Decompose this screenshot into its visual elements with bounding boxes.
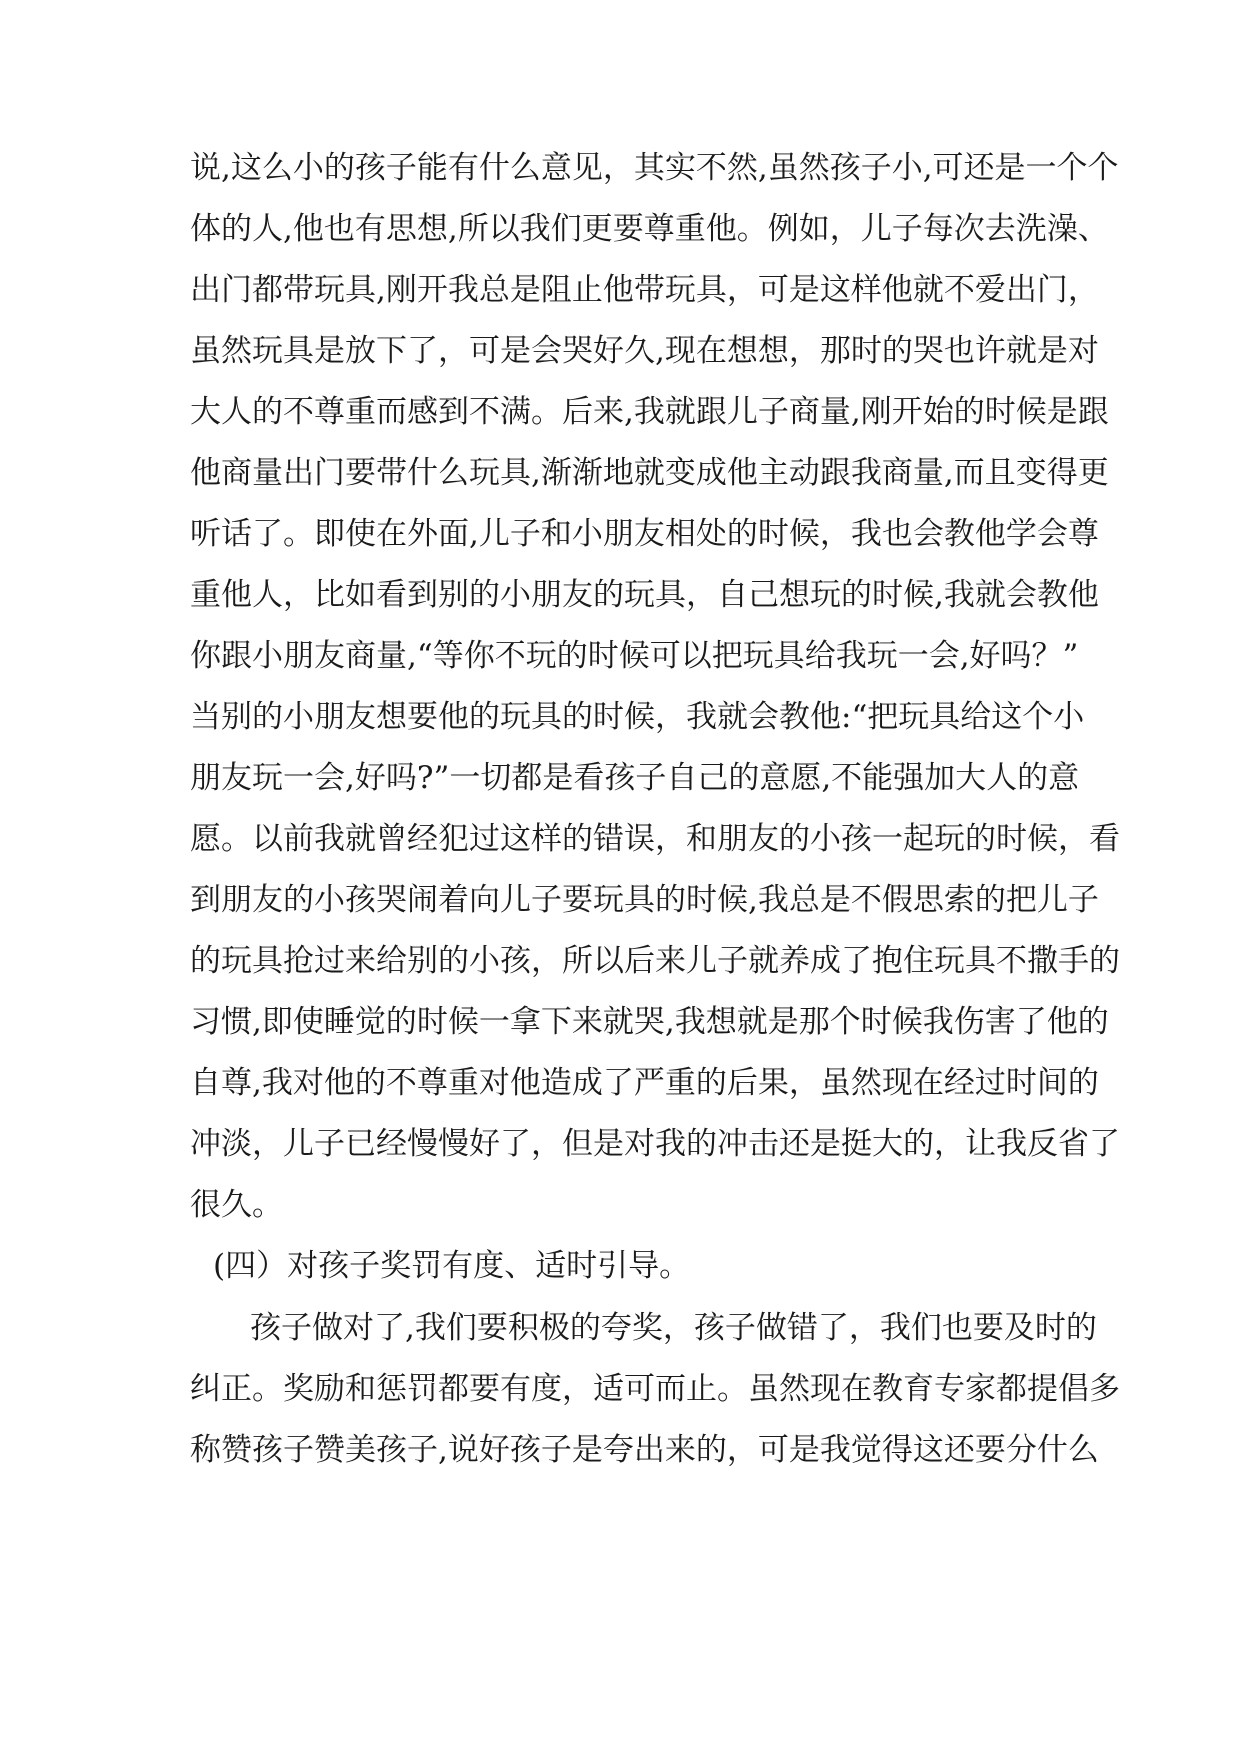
paragraph-a-line-15: 习惯,即使睡觉的时候一拿下来就哭,我想就是那个时候我伤害了他的 [190, 1004, 1109, 1040]
paragraph-b-line-3: 称赞孩子赞美孩子,说好孩子是夸出来的，可是我觉得这还要分什么 [190, 1432, 1099, 1468]
paragraph-a-line-5: 大人的不尊重而感到不满。后来,我就跟儿子商量,刚开始的时候是跟 [190, 394, 1109, 430]
paragraph-a-line-2: 体的人,他也有思想,所以我们更要尊重他。例如，儿子每次去洗澡、 [190, 211, 1109, 247]
paragraph-a-line-14: 的玩具抢过来给别的小孩，所以后来儿子就养成了抱住玩具不撒手的 [190, 943, 1120, 979]
paragraph-a-line-10: 当别的小朋友想要他的玩具的时候，我就会教他:“把玩具给这个小 [190, 699, 1085, 735]
paragraph-b-line-2: 纠正。奖励和惩罚都要有度，适可而止。虽然现在教育专家都提倡多 [190, 1371, 1120, 1407]
paragraph-a-line-7: 听话了。即使在外面,儿子和小朋友相处的时候，我也会教他学会尊 [190, 516, 1099, 552]
paragraph-a-line-12: 愿。以前我就曾经犯过这样的错误，和朋友的小孩一起玩的时候，看 [190, 821, 1120, 857]
paragraph-a-line-11: 朋友玩一会,好吗?”一切都是看孩子自己的意愿,不能强加大人的意 [190, 760, 1080, 796]
paragraph-a-line-16: 自尊,我对他的不尊重对他造成了严重的后果，虽然现在经过时间的 [190, 1065, 1099, 1101]
paragraph-a-line-6: 他商量出门要带什么玩具,渐渐地就变成他主动跟我商量,而且变得更 [190, 455, 1109, 491]
section-heading: (四）对孩子奖罚有度、适时引导。 [213, 1248, 691, 1284]
paragraph-a-line-3: 出门都带玩具,刚开我总是阻止他带玩具，可是这样他就不爱出门， [190, 272, 1099, 308]
paragraph-a-line-1: 说,这么小的孩子能有什么意见，其实不然,虽然孩子小,可还是一个个 [190, 150, 1119, 186]
paragraph-a-line-9: 你跟小朋友商量,“等你不玩的时候可以把玩具给我玩一会,好吗？” [190, 638, 1079, 674]
paragraph-a-line-18: 很久。 [190, 1187, 283, 1223]
paragraph-a-line-4: 虽然玩具是放下了，可是会哭好久,现在想想，那时的哭也许就是对 [190, 333, 1099, 369]
paragraph-a-line-8: 重他人，比如看到别的小朋友的玩具，自己想玩的时候,我就会教他 [190, 577, 1099, 613]
paragraph-a-line-13: 到朋友的小孩哭闹着向儿子要玩具的时候,我总是不假思索的把儿子 [190, 882, 1099, 918]
paragraph-b-line-1: 孩子做对了,我们要积极的夸奖，孩子做错了，我们也要及时的 [250, 1310, 1097, 1346]
paragraph-a-line-17: 冲淡，儿子已经慢慢好了，但是对我的冲击还是挺大的，让我反省了 [190, 1126, 1120, 1162]
